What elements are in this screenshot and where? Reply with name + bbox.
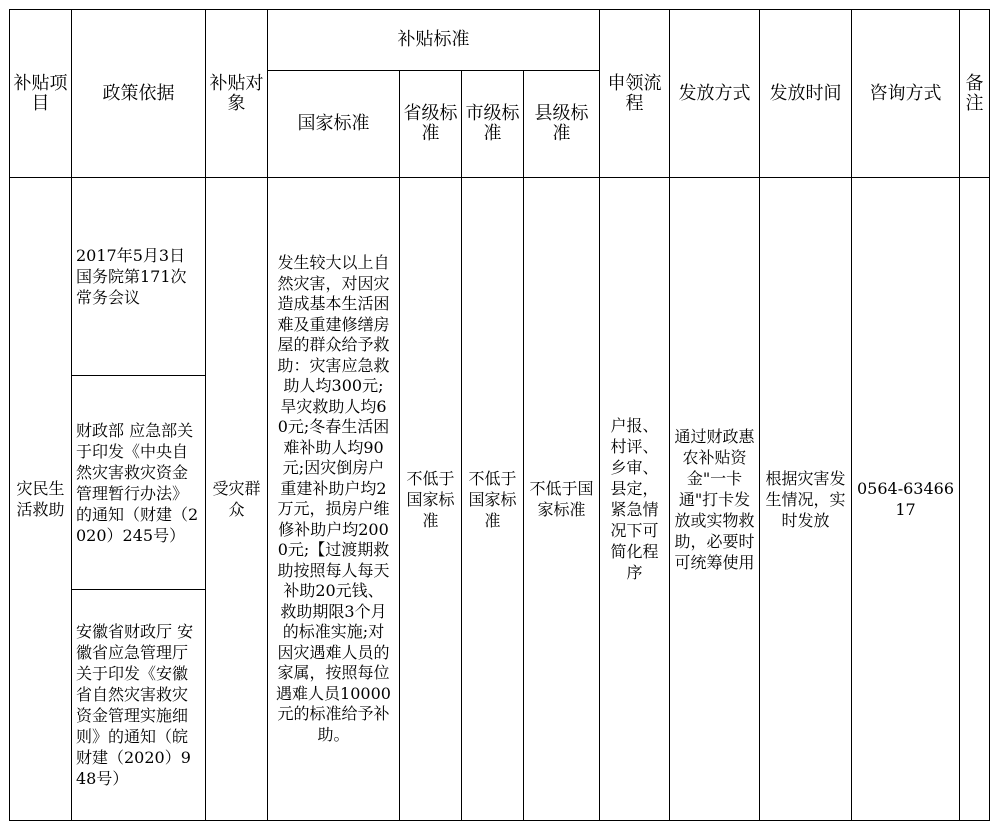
cell-target: 受灾群众 — [206, 178, 268, 821]
header-remark: 备注 — [960, 10, 990, 178]
cell-national: 发生较大以上自然灾害，对因灾造成基本生活困难及重建修缮房屋的群众给予救助：灾害应急救助人均300元;旱灾救助人均60元;冬春生活困难补助人均90元;因灾倒房户重建补助户均2万元，损房户维修补助户均2000元;【过渡期救助按照每人每天补助20元钱、救助期限3个月的标准实施;对因灾遇难人员的家属，按照每位遇难人员10000 元的标准给予补助。 — [268, 178, 400, 821]
cell-process: 户报、村评、乡审、县定，紧急情况下可简化程序 — [600, 178, 670, 821]
subsidy-table — [9, 9, 990, 821]
header-method: 发放方式 — [670, 10, 760, 178]
header-time: 发放时间 — [760, 10, 852, 178]
cell-policy-3: 安徽省财政厅 安徽省应急管理厅关于印发《安徽省自然灾害救灾资金管理实施细则》的通知（皖财建（2020）948号） — [72, 590, 206, 821]
cell-contact: 0564-6346617 — [852, 178, 960, 821]
header-provincial: 省级标准 — [400, 71, 462, 178]
cell-remark — [960, 178, 990, 821]
header-city: 市级标准 — [462, 71, 524, 178]
cell-policy-2: 财政部 应急部关于印发《中央自然灾害救灾资金管理暂行办法》的通知（财建（2020）245号） — [72, 376, 206, 590]
cell-policy-1: 2017年5月3日国务院第171次常务会议 — [72, 178, 206, 376]
header-process: 申领流程 — [600, 10, 670, 178]
cell-county: 不低于国家标准 — [524, 178, 600, 821]
cell-time: 根据灾害发生情况，实时发放 — [760, 178, 852, 821]
header-policy: 政策依据 — [72, 10, 206, 178]
cell-city: 不低于国家标准 — [462, 178, 524, 821]
header-project: 补贴项目 — [10, 10, 72, 178]
header-target: 补贴对象 — [206, 10, 268, 178]
cell-provincial: 不低于国家标准 — [400, 178, 462, 821]
cell-method: 通过财政惠农补贴资金"一卡通"打卡发放或实物救助，必要时可统筹使用 — [670, 178, 760, 821]
header-contact: 咨询方式 — [852, 10, 960, 178]
header-national: 国家标准 — [268, 71, 400, 178]
header-standard: 补贴标准 — [268, 10, 600, 71]
cell-project: 灾民生活救助 — [10, 178, 72, 821]
header-county: 县级标准 — [524, 71, 600, 178]
